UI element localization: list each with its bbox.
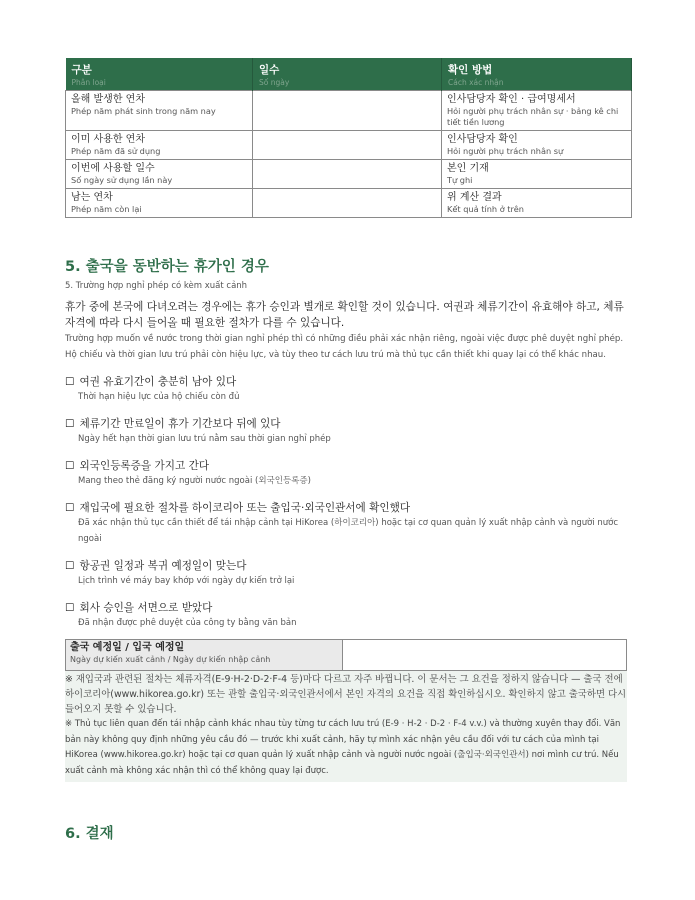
section-6-title: 6. 결재 [65, 826, 114, 842]
checkbox-icon[interactable]: ☐ [65, 560, 75, 572]
checklist-item: ☐ 재입국에 필요한 절차를 하이코리아 또는 출입국·외국인관서에 확인했다 Đã xác nhận thủ tục cần thiết để tái nhập cảnh tại HiKorea (하이코리아) hoặc tại cơ quan quản lý xuất nhập cảnh và người nước ngoài [65, 502, 619, 544]
checklist-item: ☐ 외국인등록증을 가지고 간다 Mang theo thẻ đăng ký người nước ngoài (외국인등록증) [65, 460, 311, 486]
checkbox-icon[interactable]: ☐ [65, 418, 75, 430]
reentry-note-ko: ※ 재입국과 관련된 절차는 체류자격(E-9·H-2·D-2·F-4 등)마다 다르고 자주 바뀝니다. 이 문서는 그 요건을 정하지 않습니다 — 출국 전에 하이코리아(www.hikorea.go.kr) 또는 관할 출입국·외국인관서에서 본인 자격의 요건을 직접 확인하십시오. 확인하지 않고 출국하면 다시 들어오지 못할 수 있습니다. [65, 674, 627, 715]
checklist-item: ☐ 회사 승인을 서면으로 받았다 Đã nhận được phê duyệt của công ty bằng văn bản [65, 602, 297, 628]
row-label: 이미 사용한 연차 Phép năm đã sử dụng [66, 131, 253, 160]
checklist-item: ☐ 항공권 일정과 복귀 예정일이 맞는다 Lịch trình vé máy bay khớp với ngày dự kiến trở lại [65, 560, 295, 586]
row-label: 올해 발생한 연차 Phép năm phát sinh trong năm nay [66, 91, 253, 131]
header-method: 확인 방법 Cách xác nhận [442, 58, 632, 91]
checkbox-icon[interactable]: ☐ [65, 376, 75, 388]
departure-date-table [65, 639, 627, 671]
table-header-row [66, 58, 632, 91]
reentry-note-vi: ※ Thủ tục liên quan đến tái nhập cảnh khác nhau tùy từng tư cách lưu trú (E-9 · H-2 · D-2 · F-4 v.v.) và thường xuyên thay đổi. Văn bản này không quy định những yêu cầu đó — trước khi xuất cảnh, hãy tự mình xác nhận yêu cầu đối với tư cách của mình tại HiKorea (www.hikorea.go.kr) hoặc tại cơ quan quản lý xuất nhập cảnh và người nước ngoài (출입국·외국인관서) nơi mình cư trú. Nếu xuất cảnh mà không xác nhận thì có thể không quay lại được. [65, 719, 621, 776]
row-method: 위 계산 결과 Kết quả tính ở trên [442, 189, 632, 218]
section-5-subtitle: 5. Trường hợp nghỉ phép có kèm xuất cảnh [65, 281, 248, 291]
row-label: 이번에 사용할 일수 Số ngày sử dụng lần này [66, 160, 253, 189]
departure-date-label: 출국 예정일 / 입국 예정일 Ngày dự kiến xuất cảnh / Ngày dự kiến nhập cảnh [66, 640, 343, 671]
days-field[interactable] [253, 91, 442, 131]
days-field[interactable] [253, 189, 442, 218]
checkbox-icon[interactable]: ☐ [65, 602, 75, 614]
row-method: 인사담당자 확인 Hỏi người phụ trách nhân sự [442, 131, 632, 160]
header-days: 일수 Số ngày [253, 58, 442, 91]
row-method: 인사담당자 확인 · 급여명세서 Hỏi người phụ trách nhân sự · bảng kê chi tiết tiền lương [442, 91, 632, 131]
section-5-body-ko: 휴가 중에 본국에 다녀오려는 경우에는 휴가 승인과 별개로 확인할 것이 있습니다. 여권과 체류기간이 유효해야 하고, 체류자격에 따라 다시 들어올 때 필요한 절차가 다를 수 있습니다. [65, 301, 624, 329]
checkbox-icon[interactable]: ☐ [65, 460, 75, 472]
row-method: 본인 기재 Tự ghi [442, 160, 632, 189]
departure-date-field[interactable] [343, 640, 627, 671]
days-field[interactable] [253, 160, 442, 189]
row-label: 남는 연차 Phép năm còn lại [66, 189, 253, 218]
section-5-title: 5. 출국을 동반하는 휴가인 경우 [65, 259, 269, 275]
reentry-note [65, 671, 627, 782]
table-row [66, 189, 632, 218]
table-row [66, 91, 632, 131]
table-row [66, 160, 632, 189]
departure-checklist [65, 375, 631, 631]
page [65, 58, 631, 843]
section-5-body-vi: Trường hợp muốn về nước trong thời gian nghỉ phép thì có những điều phải xác nhận riêng, ngoài việc được phê duyệt nghỉ phép. Hộ chiếu và thời gian lưu trú phải còn hiệu lực, và tùy theo tư cách lưu trú mà thủ tục cần thiết khi quay lại có thể khác nhau. [65, 334, 624, 360]
table-row [66, 131, 632, 160]
days-field[interactable] [253, 131, 442, 160]
checklist-item: ☐ 여권 유효기간이 충분히 남아 있다 Thời hạn hiệu lực của hộ chiếu còn đủ [65, 376, 240, 402]
header-category: 구분 Phân loại [66, 58, 253, 91]
checkbox-icon[interactable]: ☐ [65, 502, 75, 514]
checklist-item: ☐ 체류기간 만료일이 휴가 기간보다 뒤에 있다 Ngày hết hạn thời gian lưu trú nằm sau thời gian nghỉ phép [65, 418, 331, 444]
leave-days-table [65, 58, 632, 218]
